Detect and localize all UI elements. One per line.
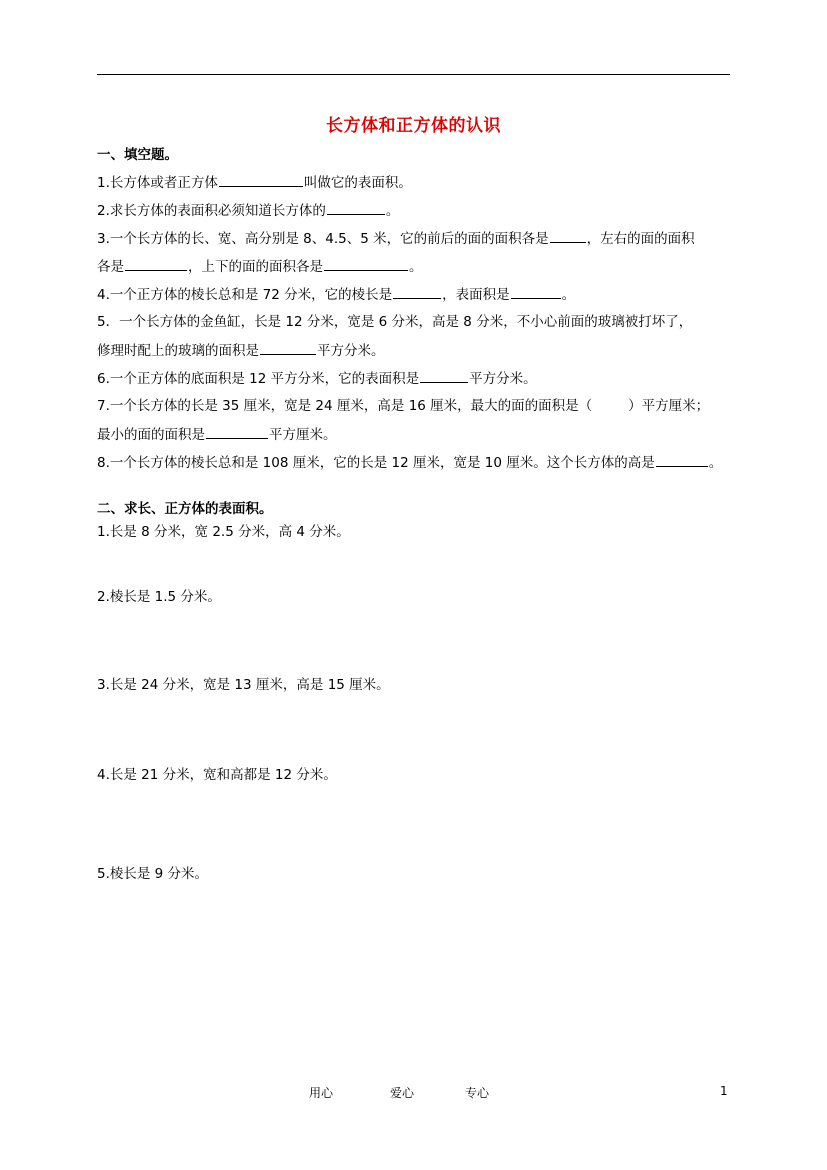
question-3-text-e: 。 <box>409 259 423 275</box>
question-2-text-b: 。 <box>385 203 400 219</box>
answer-blank[interactable] <box>260 340 316 355</box>
question-3-text-c: 各是 <box>97 259 124 275</box>
document-title: 长方体和正方体的认识 <box>326 116 501 136</box>
question-4-text-b: ，表面积是 <box>442 287 510 303</box>
section1-heading: 一、填空题。 <box>97 147 178 163</box>
question-6 <box>97 368 537 389</box>
question-8-text-a: 8.一个长方体的棱长总和是 108 厘米，它的长是 12 厘米，宽是 10 厘米。这个长方体的高是 <box>97 455 655 471</box>
answer-blank[interactable] <box>550 228 586 243</box>
footer-word: 用心 <box>309 1086 334 1100</box>
question-5-text-b: 修理时配上的玻璃的面积是 <box>97 343 259 359</box>
answer-blank[interactable] <box>324 256 408 271</box>
answer-blank[interactable] <box>206 424 268 439</box>
question-3-text-d: ，上下的面的面积各是 <box>188 259 323 275</box>
answer-blank[interactable] <box>219 172 303 187</box>
question-7 <box>97 396 709 416</box>
question-6-text-a: 6.一个正方体的底面积是 12 平方分米，它的表面积是 <box>97 371 420 387</box>
question-2-text-a: 2.求长方体的表面积必须知道长方体的 <box>97 203 326 219</box>
question-2 <box>97 200 399 221</box>
exercise-5: 5.棱长是 9 分米。 <box>97 866 209 882</box>
question-3 <box>97 228 695 249</box>
question-7-text-c: 最小的面的面积是 <box>97 427 205 443</box>
answer-blank[interactable] <box>511 284 561 299</box>
question-5-text-a: 5．一个长方体的金鱼缸，长是 12 分米，宽是 6 分米，高是 8 分米，不小心前面的玻璃被打坏了， <box>97 314 693 330</box>
question-3-cont <box>97 256 423 277</box>
question-3-text-b: ，左右的面的面积 <box>586 231 695 247</box>
question-5 <box>97 312 692 332</box>
question-4-text-c: 。 <box>561 287 576 303</box>
answer-blank[interactable] <box>125 256 187 271</box>
question-3-text-a: 3.一个长方体的长、宽、高分别是 8、4.5、5 米，它的前后的面的面积各是 <box>97 231 549 247</box>
exercise-3: 3.长是 24 分米，宽是 13 厘米，高是 15 厘米。 <box>97 677 390 693</box>
question-1-text-b: 叫做它的表面积。 <box>303 175 412 191</box>
question-1 <box>97 172 412 193</box>
question-1-text-a: 1.长方体或者正方体 <box>97 175 218 191</box>
question-8 <box>97 452 722 473</box>
question-4-text-a: 4.一个正方体的棱长总和是 72 分米，它的棱长是 <box>97 287 393 303</box>
exercise-2: 2.棱长是 1.5 分米。 <box>97 589 221 605</box>
question-5-cont <box>97 340 385 361</box>
question-8-text-b: 。 <box>708 455 723 471</box>
question-4 <box>97 284 575 305</box>
header-rule <box>97 74 730 75</box>
section2-heading: 二、求长、正方体的表面积。 <box>97 501 273 517</box>
footer-word: 专心 <box>465 1086 490 1100</box>
exercise-1: 1.长是 8 分米，宽 2.5 分米，高 4 分米。 <box>97 524 350 540</box>
page-number: 1 <box>720 1084 728 1098</box>
question-7-text-d: 平方厘米。 <box>269 427 337 443</box>
answer-blank[interactable] <box>420 368 468 383</box>
answer-blank[interactable] <box>656 452 708 467</box>
question-7-text-a: 7.一个长方体的长是 35 厘米，宽是 24 厘米，高是 16 厘米，最大的面的面积是（ <box>97 398 593 414</box>
question-5-text-c: 平方分米。 <box>317 343 385 359</box>
question-6-text-b: 平方分米。 <box>469 371 537 387</box>
question-7-cont <box>97 424 337 445</box>
exercise-4: 4.长是 21 分米，宽和高都是 12 分米。 <box>97 767 337 783</box>
answer-blank[interactable] <box>327 200 385 215</box>
question-7-text-b: ）平方厘米； <box>628 398 710 414</box>
footer-word: 爱心 <box>390 1086 415 1100</box>
answer-blank[interactable] <box>393 284 441 299</box>
